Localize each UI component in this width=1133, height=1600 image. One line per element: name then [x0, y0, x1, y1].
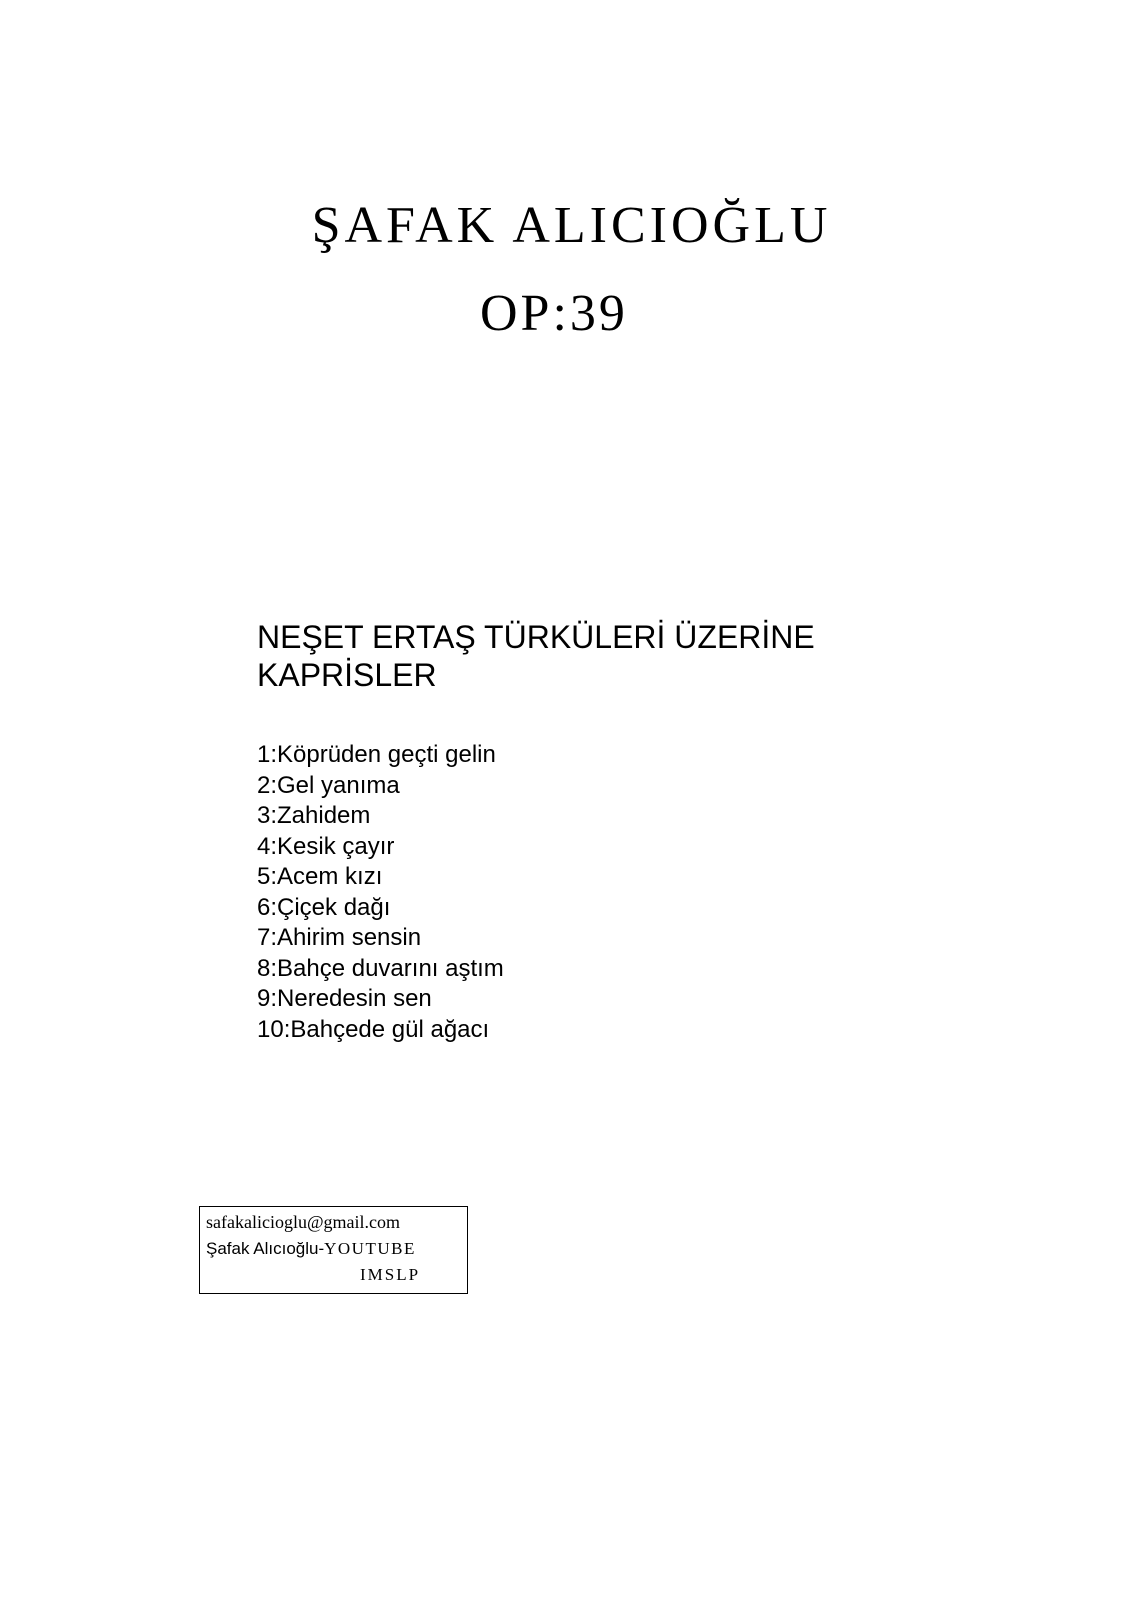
contents-item: 6:Çiçek dağı: [257, 893, 391, 921]
composer-name: ŞAFAK ALICIOĞLU: [311, 197, 832, 254]
youtube-channel-name: Şafak Alıcıoğlu-: [206, 1239, 325, 1258]
contents-item: 8:Bahçe duvarını aştım: [257, 954, 504, 982]
contents-list: [257, 740, 504, 1045]
contact-youtube: [206, 1240, 416, 1258]
work-title: [257, 618, 815, 694]
contents-item: 1:Köprüden geçti gelin: [257, 741, 496, 768]
contents-item: 5:Acem kızı: [257, 863, 383, 890]
contents-item: 7:Ahirim sensin: [257, 924, 422, 951]
contents-item: 3:Zahidem: [257, 802, 371, 829]
opus-number: OP:39: [480, 285, 628, 342]
contents-item: 2:Gel yanıma: [257, 771, 400, 799]
contact-email: safakalicioglu@gmail.com: [206, 1212, 401, 1232]
contents-item: 10:Bahçede gül ağacı: [257, 1015, 490, 1043]
contact-box: [199, 1206, 468, 1294]
contents-item: 4:Kesik çayır: [257, 832, 395, 860]
work-title-line-1: NEŞET ERTAŞ TÜRKÜLERİ ÜZERİNE: [257, 619, 815, 655]
contents-item: 9:Neredesin sen: [257, 985, 432, 1012]
work-title-line-2: KAPRİSLER: [257, 657, 437, 693]
contact-imslp: IMSLP: [360, 1265, 421, 1284]
youtube-label: YOUTUBE: [324, 1239, 416, 1258]
